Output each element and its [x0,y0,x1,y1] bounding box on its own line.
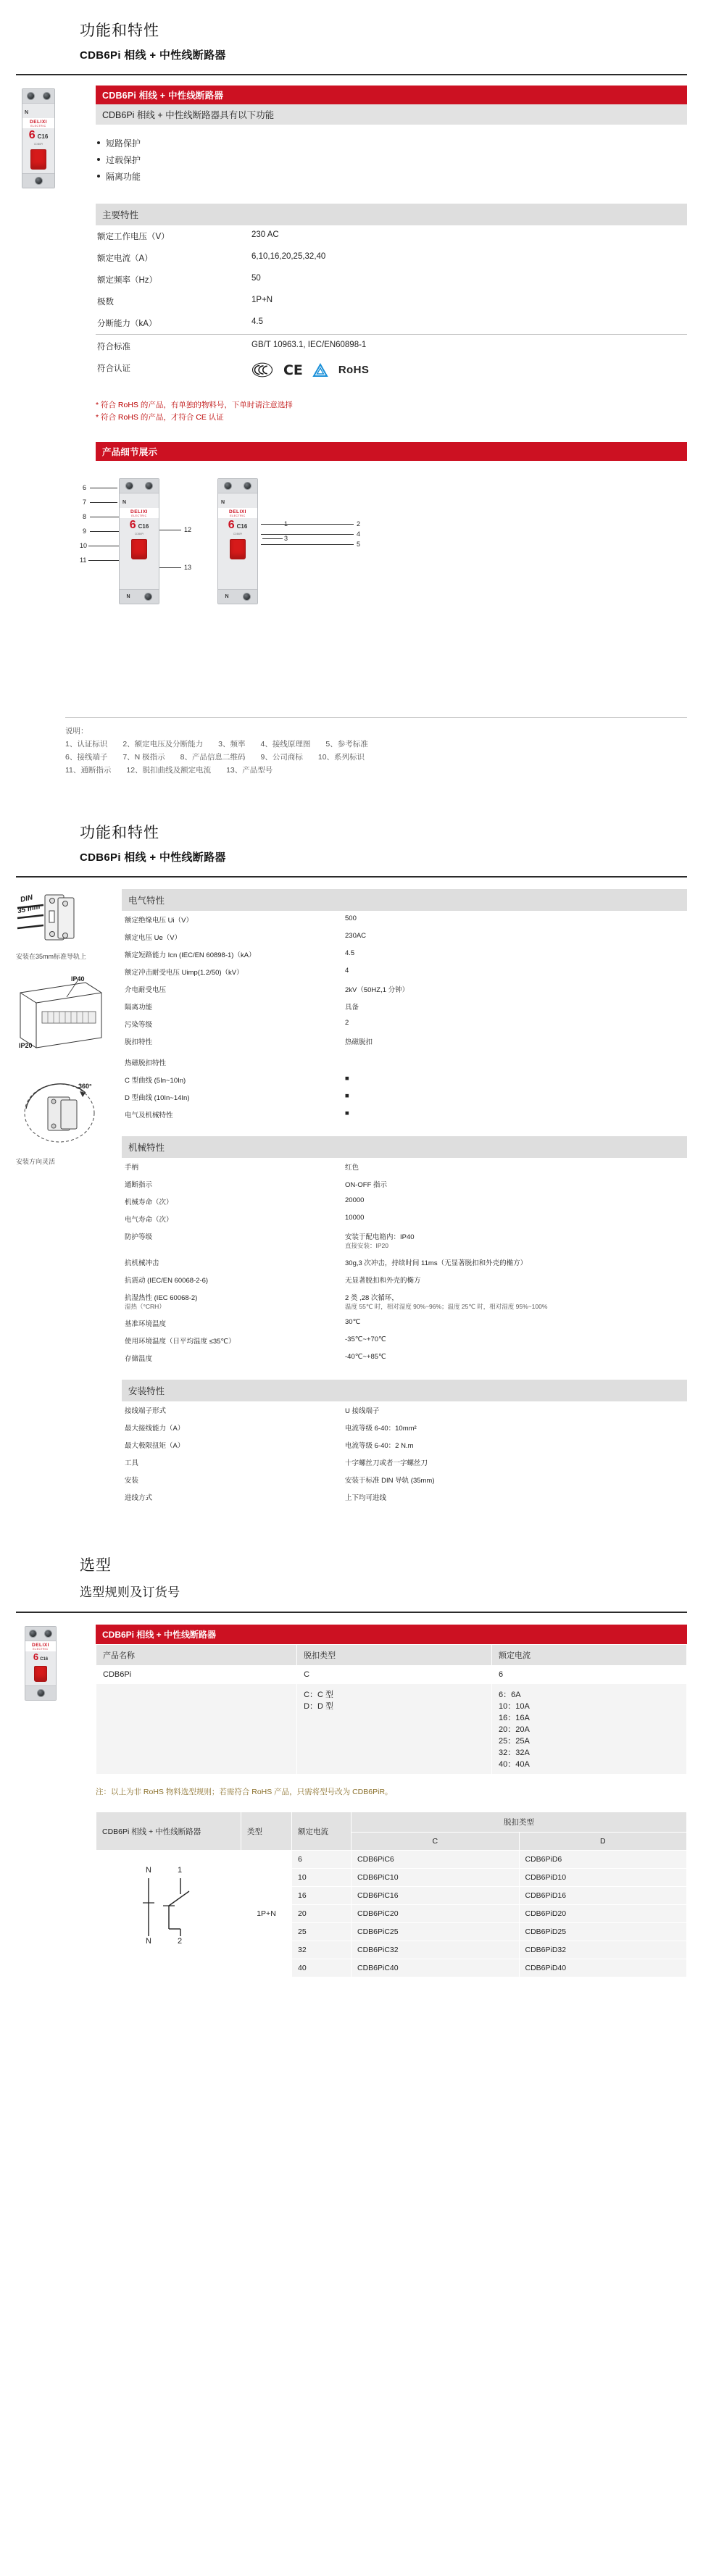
page-subtitle-3: 选型规则及订货号 [80,1585,180,1599]
cell-current: 6 [292,1851,352,1869]
table-row [96,269,687,291]
spec-value: 230AC [345,931,367,940]
svg-text:N: N [145,1866,151,1875]
table-row [122,1088,687,1106]
page2-body [0,878,703,1506]
feature-list [96,135,687,185]
mechanical-heading: 机械特性 [122,1136,687,1158]
model-micro-text: CDB6Pi [134,533,144,536]
spec-key: 极数 [97,298,114,307]
table-row [122,1071,687,1088]
table-row [96,291,687,312]
page3-tables [80,1625,687,1775]
n-pole-label: N [25,110,29,115]
spec-value: 4.5 [251,317,263,326]
table-row [96,1683,687,1774]
table-row [122,980,687,998]
callout-leader [261,544,354,545]
order-table-wrap [96,1812,687,1977]
terminal-screw-icon [29,1630,37,1638]
table-row [122,1254,687,1271]
spec-key: 电气及机械特性 [125,1111,173,1120]
n-pole-label: N [122,500,127,506]
brand-name: DELIXI [30,120,47,125]
spec-key: 存储温度 [125,1354,153,1363]
current-option: 6：6A [499,1690,521,1699]
table-row [122,1015,687,1033]
spec-value: 4 [345,966,349,975]
spec-value: -35℃~+70℃ [345,1335,386,1343]
table-row [122,1332,687,1349]
spec-key: 抗湿热性 (IEC 60068-2) [125,1293,198,1302]
col-header-current: 额定电流 [292,1812,352,1851]
table-row [122,1193,687,1210]
spec-key: 污染等级 [125,1020,153,1029]
svg-text:2: 2 [177,1937,182,1946]
cell-current: 32 [292,1941,352,1959]
order-number-table [96,1812,687,1977]
table-row [122,911,687,928]
spec-value: 20000 [345,1196,365,1204]
callout-5: 5 [357,541,361,549]
callout-leader [90,531,120,532]
col-header-type: 类型 [241,1812,292,1851]
selection-rules-table [96,1644,687,1775]
table-row [122,1288,687,1314]
list-item: 隔离功能 [96,168,687,185]
spec-key: 额定电流（A） [97,254,153,263]
table-row [122,928,687,946]
table-row-certifications [96,357,687,383]
col-header-c: C [352,1833,520,1851]
rohs-label: RoHS [338,364,370,376]
wiring-diagram-icon [125,1859,212,1968]
rotation-degree-label: 360° [78,1082,92,1090]
spec-value: U 接线端子 [345,1406,380,1415]
spec-key: 额定电压 Ue（V） [125,933,182,942]
current-option: 40：40A [499,1759,530,1769]
eac-mark-icon [312,363,328,378]
spec-value: 电流等级 6-40：2 N.m [345,1441,414,1450]
cell-product: CDB6Pi [96,1665,297,1683]
cell-order-c: CDB6PiC25 [352,1923,520,1941]
series-mark: 6 [33,1651,39,1662]
illustration-caption: 安装在35mm标准导轨上 [16,952,87,960]
spec-value: 4.5 [345,949,355,957]
legend-line: 6、接线端子 7、N 极指示 8、产品信息二维码 9、公司商标 10、系列标识 [65,752,365,762]
spec-value: 1P+N [251,296,273,304]
table-row [122,1210,687,1227]
spec-key: 符合标准 [97,342,130,351]
spec-value: 热磁脱扣 [345,1038,373,1046]
terminal-screw-icon [37,1689,45,1697]
spec-value: 红色 [345,1163,359,1172]
product-photo-3 [16,1625,80,1775]
col-header-d: D [519,1833,687,1851]
note-line: * 符合 RoHS 的产品，才符合 CE 认证 [96,413,224,422]
spec-value: ■ [345,1109,349,1117]
n-pole-label-bottom: N [225,594,229,600]
product-detail-diagram [16,474,687,713]
product-grey-bar: CDB6Pi 相线 + 中性线断路器具有以下功能 [96,104,687,125]
table-row [96,247,687,269]
spec-value: 上下均可进线 [345,1493,387,1502]
list-item: 过载保护 [96,151,687,168]
curve-rating-mark: C16 [236,523,248,530]
spec-key: 接线端子形式 [125,1406,167,1415]
spec-value: 安装于配电箱内：IP40 [345,1233,415,1241]
spec-value: 安装于标准 DIN 导轨 (35mm) [345,1476,435,1485]
spec-key: 抗机械冲击 [125,1259,159,1267]
spec-subvalue: 直接安装：IP20 [345,1241,388,1249]
page-3 [0,1535,703,1978]
detail-section-heading: 产品细节展示 [96,442,687,461]
table-row [122,1175,687,1193]
spec-value: 2 类 ,28 次循环， [345,1293,399,1302]
table-row [122,1488,687,1506]
spec-key: 防护等级 [125,1233,153,1241]
cell-order-c: CDB6PiC16 [352,1887,520,1905]
breaker-front-view-2 [217,478,258,604]
cell-order-d: CDB6PiD10 [519,1869,687,1887]
table-row [122,1349,687,1367]
table-row [122,1106,687,1123]
brand-name: DELIXI [32,1642,49,1648]
series-mark: 6 [129,519,136,532]
cell-trip: C [297,1665,492,1683]
spec-value: 10000 [345,1213,365,1222]
table-row [122,1419,687,1436]
page3-body [0,1613,703,1775]
table-row [122,1314,687,1332]
model-micro-text: CDB6Pi [33,143,43,146]
spec-value: 230 AC [251,230,279,239]
spec-value: 十字螺丝刀或者一字螺丝刀 [345,1459,428,1467]
callout-6: 6 [83,484,87,492]
page-1 [0,0,703,778]
product-red-bar: CDB6Pi 相线 + 中性线断路器 [96,86,687,104]
legend-line: 1、认证标识 2、额定电压及分断能力 3、频率 4、接线原理图 5、参考标准 [65,740,368,749]
brand-name: DELIXI [229,509,246,515]
current-option: 10：10A [499,1701,530,1711]
callout-12: 12 [184,526,192,534]
n-pole-label: N [221,500,225,506]
table-row [122,1158,687,1175]
install-illustrations [16,889,107,1506]
spec-value: 500 [345,914,357,922]
cell-current: 40 [292,1959,352,1977]
terminal-screw-icon [224,482,232,490]
legend-title: 说明： [65,727,88,736]
page1-body [0,75,703,461]
table-row [96,225,687,247]
spec-value: ■ [345,1091,349,1100]
cell-order-d: CDB6PiD6 [519,1851,687,1869]
spec-key: 分断能力（kA） [97,320,157,328]
spec-key: 电气寿命（次） [125,1215,173,1224]
page-subtitle-1: CDB6Pi 相线 + 中性线断路器 [80,49,226,62]
din-rail-illustration [16,889,107,951]
callout-leader [262,538,283,539]
spec-key: 抗震动 (IEC/EN 60068-2-6) [125,1276,209,1285]
ce-mark-icon: C E [283,362,302,378]
pole-type-cell: 1P+N [241,1851,292,1977]
page2-tables [107,889,687,1506]
spec-key: D 型曲线 (10In~14In) [125,1093,190,1102]
callout-13: 13 [184,564,192,572]
spec-value: 2 [345,1018,349,1027]
legend-rule [65,717,687,718]
page-title-3: 选型 [80,1556,112,1574]
cell-order-d: CDB6PiD25 [519,1923,687,1941]
terminal-screw-icon [27,92,35,100]
terminal-screw-icon [144,593,152,601]
electrical-heading: 电气特性 [122,889,687,911]
list-item: 短路保护 [96,135,687,151]
current-option: 16：16A [499,1713,530,1722]
cell-order-d: CDB6PiD32 [519,1941,687,1959]
legend-block [65,717,687,777]
cell-order-c: CDB6PiC10 [352,1869,520,1887]
cell-order-c: CDB6PiC6 [352,1851,520,1869]
spec-key: C 型曲线 (5In~10In) [125,1076,186,1085]
callout-7: 7 [83,499,87,507]
product-photo-1 [16,86,80,461]
spec-key: 最大接线能力（A） [125,1424,185,1433]
spec-value: 50 [251,274,261,283]
terminal-screw-icon [43,92,51,100]
current-option: 25：25A [499,1736,530,1746]
spec-key: 手柄 [125,1163,139,1172]
series-mark: 6 [28,129,36,141]
table-header-row [96,1644,687,1665]
trip-heading: 热磁脱扣特性 [125,1059,167,1067]
col-header-trip: 脱扣类型 [297,1644,492,1665]
col-header-product: 产品名称 [96,1644,297,1665]
table-row [122,998,687,1015]
table-row-subheading [122,1050,687,1071]
breaker-toggle-handle [30,149,46,170]
electrical-table [122,911,687,1123]
spec-value: 电流等级 6-40：10mm² [345,1424,417,1433]
terminal-screw-icon [244,482,251,490]
spec-value: 30℃ [345,1317,361,1326]
callout-leader [261,524,354,525]
spec-key-sub: 湿热（°CRH） [125,1302,165,1310]
ip20-label: IP20 [19,1041,33,1049]
callout-10: 10 [80,542,88,550]
breaker-toggle-handle [230,539,246,559]
cell-order-c: CDB6PiC40 [352,1959,520,1977]
brand-name: DELIXI [130,509,148,515]
current-option: 32：32A [499,1748,530,1757]
callout-4: 4 [357,530,361,538]
selection-red-heading: CDB6Pi 相线 + 中性线断路器 [96,1625,687,1644]
cert-key: 符合认证 [97,364,130,373]
page-title-2: 功能和特性 [80,824,159,841]
cell-order-d: CDB6PiD16 [519,1887,687,1905]
cert-icons-row [251,362,687,378]
spec-key: 脱扣特性 [125,1038,153,1046]
model-micro-text: CDB6Pi [233,533,243,536]
cell-current: 6 [492,1665,687,1683]
table-row [122,1454,687,1471]
svg-text:1: 1 [177,1866,182,1875]
brand-sub: ELECTRIC [230,514,246,518]
table-row [122,1401,687,1419]
main-specs-table [96,225,687,383]
table-row [122,946,687,963]
spec-key: 通断指示 [125,1180,153,1189]
terminal-screw-icon [243,593,251,601]
spec-key: 基准环境温度 [125,1320,167,1328]
enclosure-drawing-icon [16,975,106,1051]
table-header-row [96,1812,687,1833]
din-label: DIN [20,893,34,904]
terminal-screw-icon [145,482,153,490]
col-header-trip-group: 脱扣类型 [352,1812,687,1833]
spec-subvalue: 温度 55℃ 时，相对湿度 90%~96%；温度 25℃ 时，相对湿度 95%~100% [345,1302,548,1310]
table-row [96,335,687,357]
spec-value: -40℃~+85℃ [345,1352,386,1361]
callout-leader [90,502,117,503]
selection-note: 注：以上为非 RoHS 物料选型规则；若需符合 RoHS 产品，只需将型号改为 CDB6PiR。 [96,1787,393,1796]
page-subtitle-2: CDB6Pi 相线 + 中性线断路器 [80,851,226,864]
svg-text:N: N [145,1937,151,1946]
curve-rating-mark: C16 [40,1656,49,1662]
cell-current: 16 [292,1887,352,1905]
table-row [122,1471,687,1488]
cell-order-c: CDB6PiC32 [352,1941,520,1959]
spec-value: 2kV（50HZ,1 分钟） [345,985,409,994]
wiring-diagram-cell [96,1851,241,1977]
curve-rating-mark: C16 [37,133,49,140]
brand-sub: ELECTRIC [30,125,46,128]
callout-8: 8 [83,513,87,521]
legend-line: 11、通断指示 12、脱扣曲线及额定电流 13、产品型号 [65,765,273,775]
cell-order-d: CDB6PiD40 [519,1959,687,1977]
callout-leader [88,560,120,561]
series-mark: 6 [228,519,235,532]
illustration-caption: 安装方向灵活 [16,1157,56,1165]
callout-leader [158,567,181,568]
rohs-notes [96,399,687,425]
cell-current: 25 [292,1923,352,1941]
table-row [122,1436,687,1454]
terminal-screw-icon [125,482,133,490]
spec-value: ON-OFF 指示 [345,1180,388,1189]
spec-key: 进线方式 [125,1493,153,1502]
main-features-heading: 主要特性 [96,204,687,225]
cell-order-d: CDB6PiD20 [519,1905,687,1923]
spec-key: 额定频率（Hz） [97,276,158,285]
din-size-label: 35 mm [17,902,41,915]
spec-key: 额定绝缘电压 Ui（V） [125,916,193,925]
spec-value: 6,10,16,20,25,32,40 [251,252,326,261]
ip-rating-illustration [16,975,107,1062]
table-row [96,1665,687,1683]
page-title-1: 功能和特性 [80,22,159,39]
note-line: * 符合 RoHS 的产品，有单独的物料号，下单时请注意选择 [96,400,293,409]
spec-key: 介电耐受电压 [125,985,167,994]
orientation-illustration [16,1077,107,1156]
cell-order-c: CDB6PiC20 [352,1905,520,1923]
page1-content [80,86,687,461]
breaker-front-view [119,478,159,604]
callout-9: 9 [83,528,87,535]
ip40-label: IP40 [71,975,85,983]
cell-current: 20 [292,1905,352,1923]
spec-key: 工具 [125,1459,139,1467]
mechanical-table [122,1158,687,1367]
spec-key: 额定冲击耐受电压 Uimp(1.2/50)（kV） [125,968,244,977]
table-row [122,963,687,980]
spec-value: GB/T 10963.1, IEC/EN60898-1 [251,340,367,349]
col-header-current: 额定电流 [492,1644,687,1665]
trip-option: C：C 型 [304,1690,334,1699]
ccc-mark-icon [251,362,273,378]
spec-key: 安装 [125,1476,139,1485]
spec-key: 额定短路能力 Icn (IEC/EN 60898-1)（kA） [125,951,256,959]
table-row [122,1227,687,1254]
col-header-product: CDB6Pi 相线 + 中性线断路器 [96,1812,241,1851]
spec-key: 隔离功能 [125,1003,153,1012]
brand-sub: ELECTRIC [131,514,147,518]
install-heading: 安装特性 [122,1380,687,1401]
terminal-screw-icon [35,177,43,185]
spec-key: 机械寿命（次） [125,1198,173,1206]
spec-value: 无显著脱扣和外壳的椭方 [345,1276,421,1285]
spec-key: 最大极限扭矩（A） [125,1441,185,1450]
current-option: 20：20A [499,1725,530,1734]
trip-option: D：D 型 [304,1701,334,1711]
spec-key: 额定工作电压（V） [97,233,170,241]
table-row [122,1271,687,1288]
brand-sub: ELECTRIC [33,1647,49,1651]
callout-leader [261,534,354,535]
curve-rating-mark: C16 [138,523,149,530]
spec-key: 使用环境温度（日平均温度 ≤35℃） [125,1337,236,1346]
callout-3: 3 [284,535,288,543]
breaker-toggle-handle [131,539,147,559]
n-pole-label-bottom: N [126,594,130,600]
table-row [96,312,687,335]
callout-11: 11 [80,557,87,564]
breaker-toggle-handle [34,1666,47,1682]
table-row [122,1033,687,1050]
terminal-screw-icon [44,1630,52,1638]
callout-2: 2 [357,520,361,528]
page-2 [0,802,703,1506]
install-table [122,1401,687,1506]
spec-value: 具备 [345,1003,359,1012]
cell-current: 10 [292,1869,352,1887]
spec-value: ■ [345,1074,349,1083]
table-row [96,1851,687,1869]
spec-value: 30g,3 次冲击，持续时间 11ms（无显著脱扣和外壳的椭方） [345,1259,528,1267]
